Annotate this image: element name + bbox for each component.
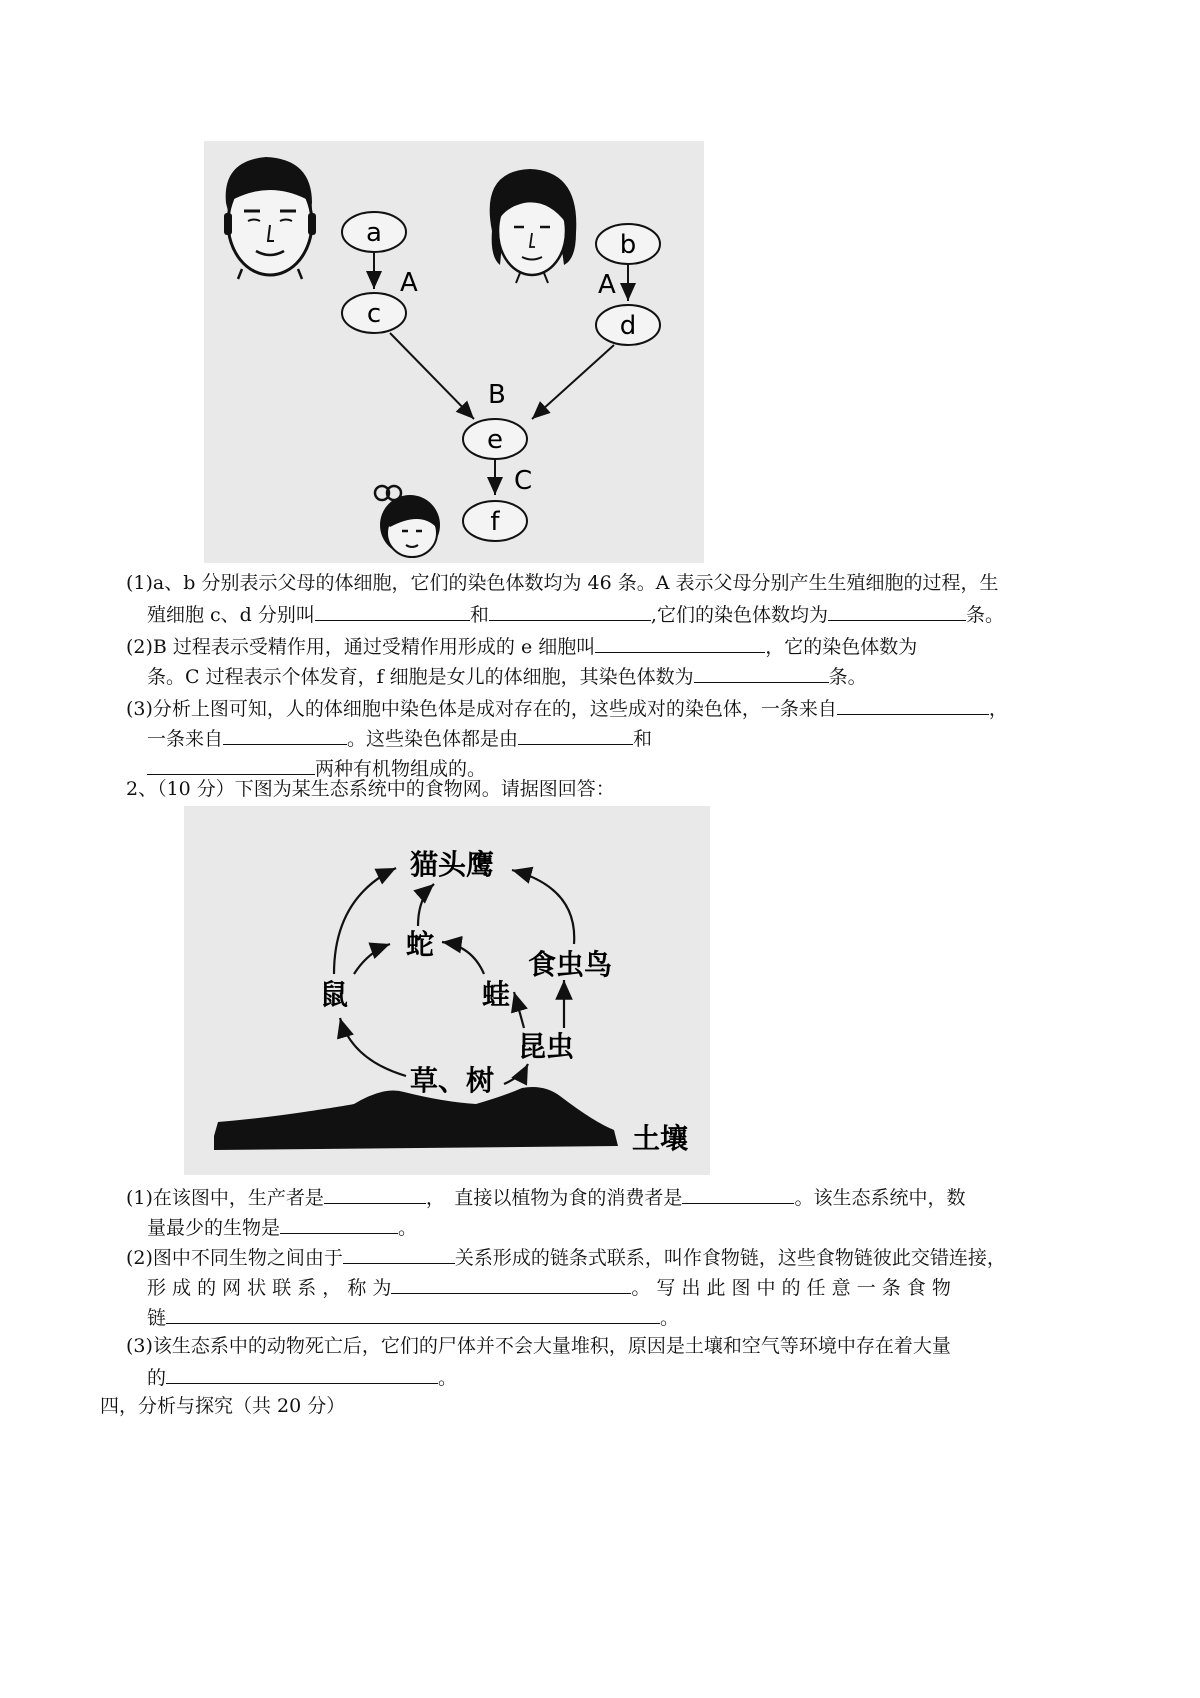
answer-blank[interactable] bbox=[223, 722, 347, 745]
text: 两种有机物组成的。 bbox=[315, 758, 487, 780]
q2-part2-line1 bbox=[126, 1241, 1006, 1273]
food-web-diagram bbox=[184, 806, 710, 1175]
text: (2)B 过程表示受精作用，通过受精作用形成的 e 细胞叫 bbox=[126, 636, 596, 658]
text: 关系形成的链条式联系，叫作食物链，这些食物链彼此交错连接， bbox=[454, 1247, 1006, 1269]
node-e bbox=[463, 419, 527, 459]
food-web-bird: 食虫鸟 bbox=[527, 948, 613, 981]
q2-part3-line1 bbox=[126, 1331, 951, 1361]
text: 殖细胞 c、d 分别叫 bbox=[147, 604, 315, 626]
q1-part2-line2 bbox=[147, 660, 867, 692]
answer-blank[interactable] bbox=[694, 660, 829, 683]
answer-blank[interactable] bbox=[166, 1301, 660, 1324]
text: 条。C 过程表示个体发育，f 细胞是女儿的体细胞，其染色体数为 bbox=[147, 666, 694, 688]
node-a bbox=[342, 212, 406, 252]
answer-blank[interactable] bbox=[315, 598, 470, 621]
q2-part1-line1 bbox=[126, 1181, 965, 1213]
text: (2)图中不同生物之间由于 bbox=[126, 1247, 343, 1269]
section-4-heading bbox=[100, 1391, 345, 1421]
node-f bbox=[463, 501, 527, 541]
answer-blank[interactable] bbox=[837, 692, 989, 715]
text: 四，分析与探究（共 20 分） bbox=[100, 1395, 346, 1417]
answer-blank[interactable] bbox=[280, 1211, 398, 1234]
process-label-a-right: A bbox=[598, 270, 616, 300]
q1-part1-line1 bbox=[126, 568, 998, 598]
node-label: f bbox=[490, 507, 500, 537]
process-label-a-left: A bbox=[400, 268, 418, 298]
text: 。该生态系统中，数 bbox=[794, 1187, 966, 1209]
answer-blank[interactable] bbox=[343, 1241, 455, 1264]
answer-blank[interactable] bbox=[391, 1271, 631, 1294]
node-label: c bbox=[366, 299, 382, 329]
text: 条。 bbox=[828, 666, 867, 688]
text: 一条来自 bbox=[147, 728, 224, 750]
daughter-face-icon bbox=[375, 486, 440, 557]
text: 。 bbox=[438, 1367, 458, 1389]
text: 形 成 的 网 状 联 系 ， 称 为 bbox=[147, 1277, 392, 1299]
text: 2、（10 分）下图为某生态系统中的食物网。请据图回答： bbox=[126, 778, 615, 800]
answer-blank[interactable] bbox=[489, 598, 651, 621]
text: ，它的染色体数为 bbox=[765, 636, 918, 658]
answer-blank[interactable] bbox=[828, 598, 966, 621]
node-d bbox=[596, 305, 660, 345]
text: ， 直接以植物为食的消费者是 bbox=[425, 1187, 683, 1209]
text: 和 bbox=[633, 728, 653, 750]
food-web-mouse: 鼠 bbox=[319, 978, 349, 1011]
q1-part3-line1 bbox=[126, 692, 1008, 724]
text: (1)a、b 分别表示父母的体细胞，它们的染色体数均为 46 条。A 表示父母分别产生生殖细胞的过程，生 bbox=[126, 572, 999, 594]
process-label-b: B bbox=[488, 380, 506, 410]
node-c bbox=[342, 293, 406, 333]
food-web-soil: 土壤 bbox=[632, 1122, 689, 1155]
answer-blank[interactable] bbox=[682, 1181, 794, 1204]
text: 和 bbox=[469, 604, 489, 626]
soil-shape bbox=[214, 1087, 618, 1150]
node-label: d bbox=[619, 311, 637, 341]
text: 。 写 出 此 图 中 的 任 意 一 条 食 物 bbox=[631, 1277, 951, 1299]
mother-face-icon bbox=[490, 169, 577, 283]
food-web-frog: 蛙 bbox=[481, 978, 511, 1011]
q2-part2-line3 bbox=[147, 1301, 679, 1333]
food-web-insect: 昆虫 bbox=[517, 1030, 575, 1063]
node-label: b bbox=[619, 230, 637, 260]
food-web-owl: 猫头鹰 bbox=[409, 848, 495, 881]
food-web-plants: 草、树 bbox=[409, 1064, 495, 1097]
text: 。 bbox=[660, 1307, 680, 1329]
q1-part3-line2 bbox=[147, 722, 652, 754]
text: 。 bbox=[398, 1217, 418, 1239]
answer-blank[interactable] bbox=[324, 1181, 426, 1204]
q2-part2-line2 bbox=[147, 1271, 951, 1303]
q2-part3-line2 bbox=[147, 1361, 457, 1393]
text: 条。 bbox=[965, 604, 1004, 626]
node-label: a bbox=[366, 218, 382, 248]
text: 。这些染色体都是由 bbox=[347, 728, 519, 750]
answer-blank[interactable] bbox=[518, 722, 633, 745]
text: 链 bbox=[147, 1307, 167, 1329]
text: ,它们的染色体数均为 bbox=[650, 604, 828, 626]
answer-blank[interactable] bbox=[147, 752, 315, 775]
answer-blank[interactable] bbox=[595, 630, 765, 653]
text: 的 bbox=[147, 1367, 167, 1389]
process-label-c: C bbox=[514, 466, 533, 496]
text: (3)分析上图可知，人的体细胞中染色体是成对存在的，这些成对的染色体，一条来自 bbox=[126, 698, 837, 720]
q1-part1-line2 bbox=[147, 598, 1004, 630]
node-label: e bbox=[487, 425, 503, 455]
node-b bbox=[596, 224, 660, 264]
father-face-icon bbox=[224, 157, 316, 279]
text: ， bbox=[988, 698, 1008, 720]
q2-heading bbox=[126, 774, 615, 804]
heredity-diagram bbox=[204, 141, 704, 563]
answer-blank[interactable] bbox=[166, 1361, 438, 1384]
food-web-snake: 蛇 bbox=[405, 928, 435, 961]
q2-part1-line2 bbox=[147, 1211, 417, 1243]
q1-part2-line1 bbox=[126, 630, 917, 662]
text: (3)该生态系中的动物死亡后，它们的尸体并不会大量堆积，原因是土壤和空气等环境中存在着大量 bbox=[126, 1335, 951, 1357]
text: (1)在该图中，生产者是 bbox=[126, 1187, 324, 1209]
text: 量最少的生物是 bbox=[147, 1217, 281, 1239]
